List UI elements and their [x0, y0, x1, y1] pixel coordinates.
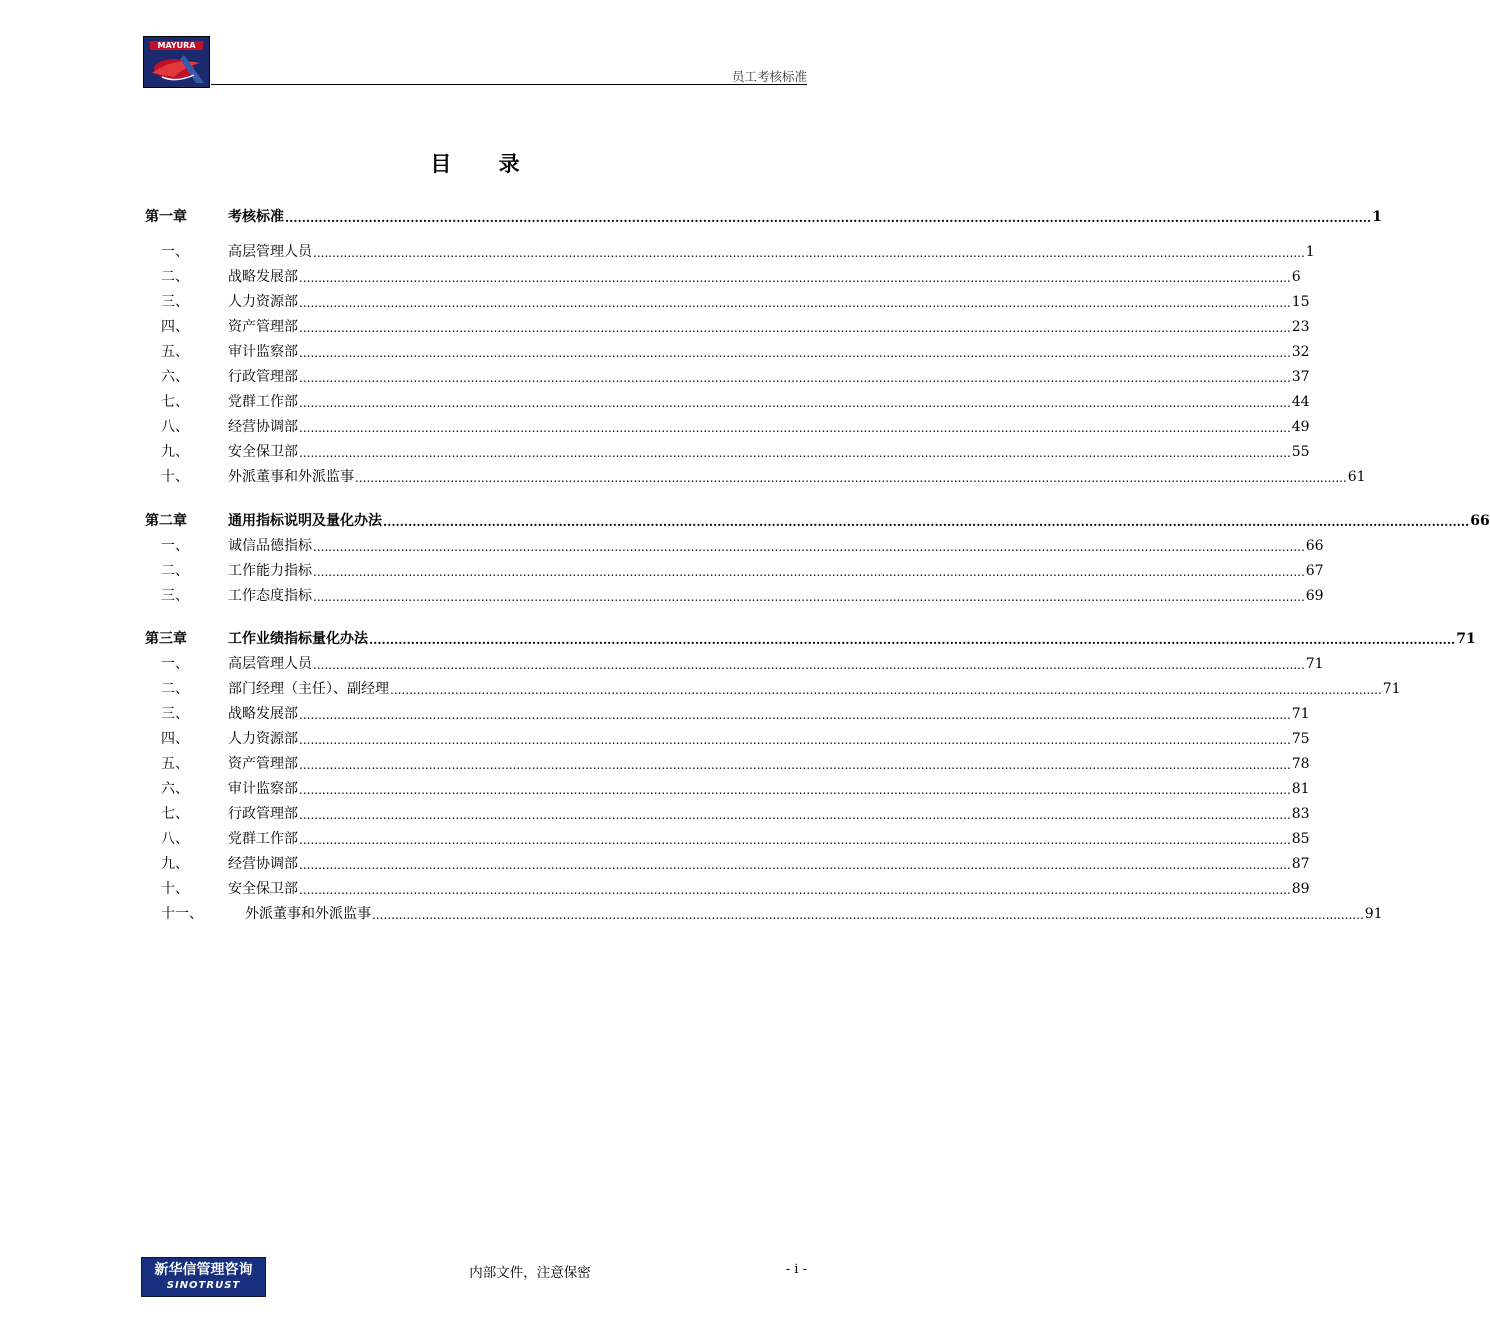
toc-page-number: 78: [1291, 756, 1310, 772]
toc-page-number: 66: [1305, 538, 1324, 554]
toc-leader-dots: ....................................................................................................................................................................................................................................................................: [299, 883, 1291, 897]
toc-number: 九、: [161, 444, 189, 460]
toc-title: 高层管理人员: [228, 656, 312, 672]
toc-title: 工作态度指标: [228, 588, 312, 604]
toc-leader-dots: ....................................................................................................................................................................................................................................................................: [299, 708, 1291, 722]
toc-section[interactable]: [145, 316, 1310, 336]
toc-number: 二、: [161, 563, 189, 579]
toc-title: 部门经理（主任）、副经理: [228, 681, 389, 697]
toc-section[interactable]: [145, 878, 1310, 898]
toc-leader-dots: ....................................................................................................................................................................................................................................................................: [299, 858, 1291, 872]
toc-page-number: 23: [1291, 319, 1310, 335]
toc-number: 六、: [161, 369, 189, 385]
toc-title: 通用指标说明及量化办法: [228, 513, 382, 529]
toc-number: 八、: [161, 419, 189, 435]
toc-title: 战略发展部: [228, 706, 298, 722]
toc-title: 党群工作部: [228, 394, 298, 410]
logo-wordmark: MAYURA: [150, 41, 203, 50]
toc-page-number: 85: [1291, 831, 1310, 847]
toc-leader-dots: ....................................................................................................................................................................................................................................................................: [383, 515, 1470, 529]
toc-title: 审计监察部: [228, 344, 298, 360]
toc-leader-dots: ....................................................................................................................................................................................................................................................................: [299, 446, 1291, 460]
toc-title: 经营协调部: [228, 856, 298, 872]
toc-section[interactable]: [145, 585, 1324, 605]
toc-number: 七、: [161, 806, 189, 822]
toc-page-number: 71: [1456, 631, 1476, 647]
toc-leader-dots: ....................................................................................................................................................................................................................................................................: [369, 633, 1456, 647]
toc-leader-dots: ....................................................................................................................................................................................................................................................................: [299, 808, 1291, 822]
toc-leader-dots: ....................................................................................................................................................................................................................................................................: [299, 296, 1291, 310]
toc-section[interactable]: [145, 803, 1310, 823]
toc-number: 十、: [161, 469, 189, 485]
toc-leader-dots: ....................................................................................................................................................................................................................................................................: [299, 271, 1291, 285]
page-number: - i -: [785, 1262, 807, 1277]
toc-leader-dots: ....................................................................................................................................................................................................................................................................: [313, 565, 1305, 579]
toc-page-number: 67: [1305, 563, 1324, 579]
toc-leader-dots: ....................................................................................................................................................................................................................................................................: [299, 371, 1291, 385]
toc-section[interactable]: [145, 466, 1366, 486]
toc-page-number: 83: [1291, 806, 1310, 822]
toc-title: 工作业绩指标量化办法: [228, 631, 368, 647]
toc-title: 安全保卫部: [228, 881, 298, 897]
toc-number: 七、: [161, 394, 189, 410]
toc-number: 十、: [161, 881, 189, 897]
toc-number: 一、: [161, 244, 189, 260]
toc-chapter[interactable]: [145, 628, 1476, 648]
toc-leader-dots: ....................................................................................................................................................................................................................................................................: [299, 783, 1291, 797]
toc-leader-dots: ....................................................................................................................................................................................................................................................................: [299, 733, 1291, 747]
toc-section[interactable]: [145, 535, 1324, 555]
confidential-note: 内部文件，注意保密: [469, 1265, 591, 1281]
toc-page-number: 6: [1291, 269, 1301, 285]
toc-page-number: 87: [1291, 856, 1310, 872]
toc-number: 二、: [161, 269, 189, 285]
toc-number: 四、: [161, 731, 189, 747]
toc-page-number: 37: [1291, 369, 1310, 385]
toc-leader-dots: ....................................................................................................................................................................................................................................................................: [299, 758, 1291, 772]
toc-section[interactable]: [145, 341, 1310, 361]
toc-section[interactable]: [145, 678, 1401, 698]
toc-page-number: 1: [1372, 209, 1382, 225]
toc-number: 五、: [161, 344, 189, 360]
toc-page-number: 49: [1291, 419, 1310, 435]
toc-number: 三、: [161, 706, 189, 722]
toc-section[interactable]: [145, 366, 1310, 386]
toc-section[interactable]: [145, 703, 1310, 723]
toc-number: 第三章: [145, 631, 187, 647]
toc-leader-dots: ....................................................................................................................................................................................................................................................................: [313, 590, 1305, 604]
toc-title: 外派董事和外派监事: [228, 469, 354, 485]
toc-section[interactable]: [145, 828, 1310, 848]
toc-leader-dots: ....................................................................................................................................................................................................................................................................: [313, 246, 1305, 260]
toc-section[interactable]: [145, 391, 1310, 411]
header-title: 员工考核标准: [731, 69, 807, 84]
toc-section[interactable]: [145, 778, 1310, 798]
toc-number: 十一、: [161, 906, 203, 922]
toc-page-number: 1: [1305, 244, 1315, 260]
toc-section[interactable]: [145, 853, 1310, 873]
toc-number: 三、: [161, 588, 189, 604]
toc-page-number: 44: [1291, 394, 1310, 410]
page-title: 目 录: [430, 151, 540, 176]
company-logo: [143, 36, 210, 88]
toc-page-number: 81: [1291, 781, 1310, 797]
toc-page-number: 66: [1470, 513, 1490, 529]
toc-leader-dots: ....................................................................................................................................................................................................................................................................: [355, 471, 1347, 485]
toc-title: 资产管理部: [228, 319, 298, 335]
toc-title: 行政管理部: [228, 806, 298, 822]
toc-title: 考核标准: [228, 209, 284, 225]
toc-chapter[interactable]: [145, 510, 1490, 530]
toc-chapter[interactable]: [145, 206, 1382, 226]
toc-section[interactable]: [145, 441, 1310, 461]
toc-page-number: 91: [1364, 906, 1383, 922]
toc-page-number: 61: [1347, 469, 1366, 485]
toc-title: 战略发展部: [228, 269, 298, 285]
toc-number: 四、: [161, 319, 189, 335]
toc-section[interactable]: [145, 416, 1310, 436]
toc-title: 人力资源部: [228, 731, 298, 747]
toc-number: 六、: [161, 781, 189, 797]
toc-page-number: 69: [1305, 588, 1324, 604]
toc-page-number: 71: [1305, 656, 1324, 672]
toc-number: 八、: [161, 831, 189, 847]
toc-section[interactable]: [145, 241, 1315, 261]
toc-leader-dots: ....................................................................................................................................................................................................................................................................: [313, 540, 1305, 554]
toc-title: 行政管理部: [228, 369, 298, 385]
toc-title: 资产管理部: [228, 756, 298, 772]
toc-leader-dots: ....................................................................................................................................................................................................................................................................: [299, 346, 1291, 360]
toc-title: 工作能力指标: [228, 563, 312, 579]
toc-title: 人力资源部: [228, 294, 298, 310]
toc-leader-dots: ....................................................................................................................................................................................................................................................................: [313, 658, 1305, 672]
toc-leader-dots: ....................................................................................................................................................................................................................................................................: [285, 211, 1372, 225]
toc-page-number: 71: [1382, 681, 1401, 697]
toc-number: 一、: [161, 656, 189, 672]
toc-page-number: 75: [1291, 731, 1310, 747]
toc-number: 三、: [161, 294, 189, 310]
toc-leader-dots: ....................................................................................................................................................................................................................................................................: [299, 421, 1291, 435]
footer-logo-cn: 新华信管理咨询: [154, 1262, 253, 1278]
toc-section[interactable]: [145, 266, 1301, 286]
toc-leader-dots: ....................................................................................................................................................................................................................................................................: [299, 833, 1291, 847]
toc-title: 党群工作部: [228, 831, 298, 847]
toc-section[interactable]: [145, 560, 1324, 580]
toc-leader-dots: ....................................................................................................................................................................................................................................................................: [372, 908, 1364, 922]
toc-page-number: 15: [1291, 294, 1310, 310]
toc-title: 诚信品德指标: [228, 538, 312, 554]
toc-leader-dots: ....................................................................................................................................................................................................................................................................: [299, 321, 1291, 335]
toc-number: 一、: [161, 538, 189, 554]
toc-section[interactable]: [145, 291, 1310, 311]
header-divider: [211, 84, 807, 85]
toc-section[interactable]: [145, 903, 1383, 923]
toc-number: 九、: [161, 856, 189, 872]
toc-number: 第二章: [145, 513, 187, 529]
toc-number: 第一章: [145, 209, 187, 225]
toc-number: 二、: [161, 681, 189, 697]
toc-page-number: 32: [1291, 344, 1310, 360]
toc-title: 经营协调部: [228, 419, 298, 435]
toc-title: 高层管理人员: [228, 244, 312, 260]
toc-title: 外派董事和外派监事: [245, 906, 371, 922]
toc-leader-dots: ....................................................................................................................................................................................................................................................................: [299, 396, 1291, 410]
footer-logo-en: SINOTRUST: [166, 1280, 241, 1291]
toc-title: 审计监察部: [228, 781, 298, 797]
toc-number: 五、: [161, 756, 189, 772]
toc-section[interactable]: [145, 653, 1324, 673]
toc-leader-dots: ....................................................................................................................................................................................................................................................................: [390, 683, 1382, 697]
toc-page-number: 55: [1291, 444, 1310, 460]
toc-page-number: 89: [1291, 881, 1310, 897]
toc-section[interactable]: [145, 753, 1310, 773]
toc-page-number: 71: [1291, 706, 1310, 722]
toc-title: 安全保卫部: [228, 444, 298, 460]
logo-emblem-icon: [144, 37, 209, 87]
toc-section[interactable]: [145, 728, 1310, 748]
